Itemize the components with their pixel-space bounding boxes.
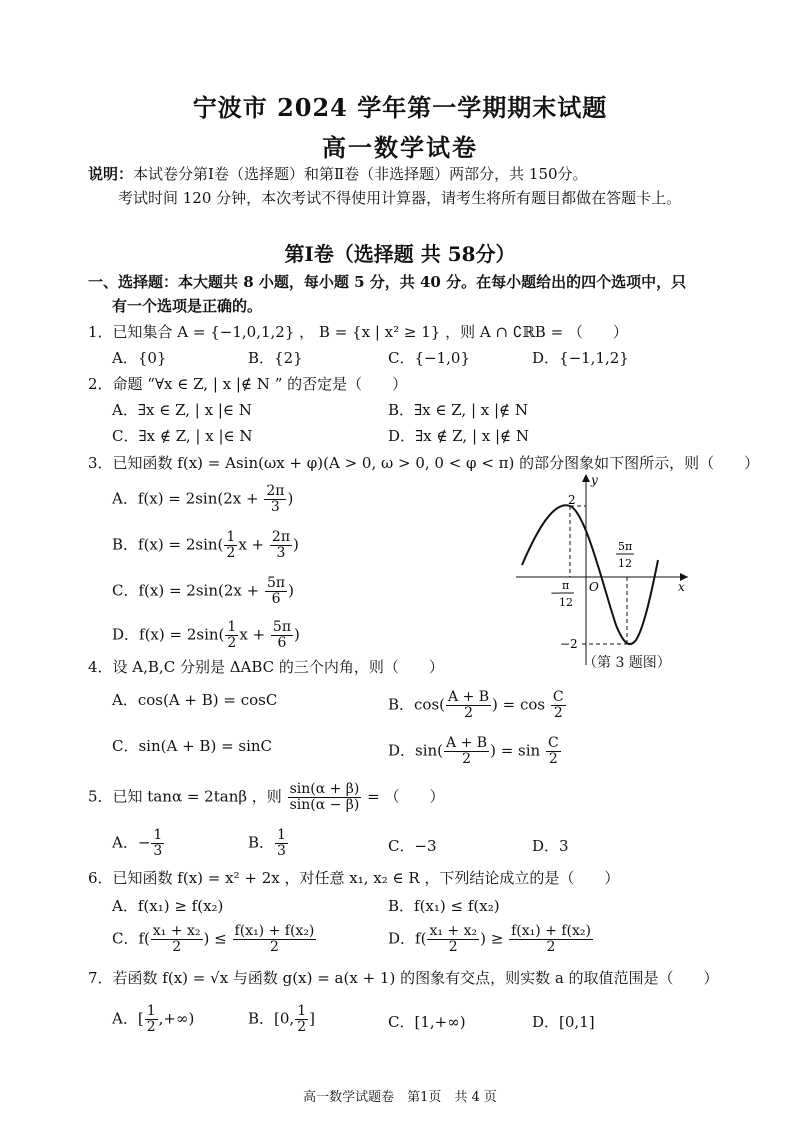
q4-b-num2: C <box>552 689 564 705</box>
q5-a-num: 1 <box>153 827 163 843</box>
q4-d-mid: ) = sin <box>490 741 541 760</box>
graph-x-right-num: 5π <box>618 540 633 553</box>
q5-stem-suffix: = （ ） <box>367 787 445 806</box>
graph-y-arrow <box>582 474 590 482</box>
graph-x-label: x <box>678 580 685 594</box>
q4-d-prefix: D．sin( <box>388 741 444 760</box>
q5-b-den: 3 <box>277 843 286 859</box>
q2-option-c: C．∃x ∉ Z, | x |∈ N <box>112 427 253 445</box>
q5-a-den: 3 <box>153 843 163 859</box>
q3-b-fraction-2 <box>270 530 292 561</box>
q3-a-num: 2π <box>266 483 285 499</box>
q5-b-prefix: B． <box>248 833 275 852</box>
q3-option-c <box>112 576 294 607</box>
q7-option-a <box>112 1004 194 1035</box>
graph-y-max-label: 2 <box>568 493 576 507</box>
q3-d-prefix: D．f(x) = 2sin( <box>112 625 225 644</box>
q3-a-den: 3 <box>270 499 280 515</box>
q4-b-mid: ) = cos <box>492 695 546 714</box>
q4-b-den: 2 <box>464 705 473 721</box>
q7-b-suffix: ] <box>309 1009 315 1028</box>
q2-option-b: B．∃x ∈ Z, | x |∉ N <box>388 401 529 419</box>
exam-title: 宁波市 2024 学年第一学期期末试题 <box>192 93 608 122</box>
q6-c-den: 2 <box>172 939 182 955</box>
q5-option-a <box>112 828 165 859</box>
q7-option-d: D．[0,1] <box>532 1013 595 1031</box>
q7-option-b <box>248 1004 315 1035</box>
q4-option-c: C．sin(A + B) = sinC <box>112 737 273 755</box>
q6-option-c <box>112 924 317 955</box>
q3-sine-graph <box>512 470 692 670</box>
q4-b-fraction-2 <box>551 690 566 721</box>
q3-c-den: 6 <box>271 591 281 607</box>
q4-d-fraction-1 <box>444 736 489 767</box>
q6-d-num2: f(x₁) + f(x₂) <box>511 923 591 939</box>
q1-option-b: B．{2} <box>248 349 303 367</box>
q3-option-a <box>112 484 293 515</box>
q4-option-a: A．cos(A + B) = cosC <box>112 691 278 709</box>
q1-option-a: A．{0} <box>112 349 167 367</box>
q3-d-num1: 1 <box>227 619 237 635</box>
q3-b-num2: 2π <box>271 529 291 545</box>
q7-a-num: 1 <box>146 1003 156 1019</box>
question-6-stem: 6．已知函数 f(x) = x² + 2x ，对任意 x₁, x₂ ∈ R ，下列结论成立的是（ ） <box>88 869 620 887</box>
instructions-line-2: 考试时间 120 分钟，本次考试不得使用计算器，请考生将所有题目都做在答题卡上。 <box>118 189 682 207</box>
q6-c-prefix: C．f( <box>112 929 150 948</box>
q6-c-fraction-1 <box>151 924 203 955</box>
instructions-line-1 <box>88 164 588 184</box>
q4-b-num: A + B <box>448 689 490 705</box>
q2-option-a: A．∃x ∈ Z, | x |∈ N <box>112 401 252 419</box>
question-3-stem: 3．已知函数 f(x) = Asin(ωx + φ)(A > 0, ω > 0, 0 < φ < π) 的部分图象如下图所示，则（ ） <box>88 454 760 472</box>
q3-d-den2: 6 <box>277 635 287 651</box>
graph-x-left-sign: − <box>550 586 561 600</box>
q5-frac-den: sin(α − β) <box>289 797 360 813</box>
q6-d-den: 2 <box>448 939 458 955</box>
q4-d-fraction-2 <box>546 736 561 767</box>
q1-option-d: D．{−1,1,2} <box>532 349 629 367</box>
q3-c-close: ) <box>288 581 294 600</box>
q3-b-fraction-1 <box>224 530 237 561</box>
q3-d-fraction-1 <box>225 620 238 651</box>
q6-d-prefix: D．f( <box>388 929 427 948</box>
q4-option-b <box>388 690 567 721</box>
q7-a-fraction <box>145 1004 158 1035</box>
q2-option-d: D．∃x ∉ Z, | x |∉ N <box>388 427 530 445</box>
q7-a-prefix: A．[ <box>112 1009 144 1028</box>
part-heading-2: 有一个选项是正确的。 <box>112 297 263 315</box>
q3-c-num: 5π <box>266 575 286 591</box>
q6-d-num: x₁ + x₂ <box>429 923 478 939</box>
question-1-stem: 1．已知集合 A = {−1,0,1,2} ， B = {x | x² ≥ 1} ，则 A ∩ ∁ℝB = （ ） <box>88 323 628 341</box>
q5-frac-num: sin(α + β) <box>289 781 360 797</box>
q3-option-d <box>112 620 300 651</box>
q7-a-suffix: ,+∞) <box>158 1009 195 1028</box>
q6-c-mid: ) ≤ <box>203 929 227 948</box>
q3-b-den2: 3 <box>276 545 286 561</box>
q6-c-num: x₁ + x₂ <box>152 923 201 939</box>
graph-y-label: y <box>591 473 598 487</box>
q3-d-close: ) <box>294 625 300 644</box>
q3-option-b <box>112 530 299 561</box>
graph-x-right-den: 12 <box>618 557 632 570</box>
q3-d-den1: 2 <box>227 635 237 651</box>
q6-d-fraction-2 <box>509 924 593 955</box>
q5-option-d: D．3 <box>532 837 569 855</box>
q4-d-den2: 2 <box>548 751 558 767</box>
q3-a-prefix: A．f(x) = 2sin(2x + <box>112 489 259 508</box>
graph-y-min-label: −2 <box>560 637 578 651</box>
q5-option-c: C．−3 <box>388 837 437 855</box>
q1-option-c: C．{−1,0} <box>388 349 470 367</box>
q6-d-fraction-1 <box>427 924 479 955</box>
question-7-stem: 7．若函数 f(x) = √x 与函数 g(x) = a(x + 1) 的图象有交点，则实数 a 的取值范围是（ ） <box>88 969 719 987</box>
q6-d-den2: 2 <box>546 939 556 955</box>
q3-a-fraction <box>264 484 286 515</box>
q3-b-prefix: B．f(x) = 2sin( <box>112 535 224 554</box>
q3-b-den1: 2 <box>226 545 236 561</box>
page-footer: 高一数学试题卷 第1页 共 4 页 <box>303 1090 497 1105</box>
graph-x-left-den: 12 <box>559 596 573 609</box>
q3-d-fraction-2 <box>271 620 293 651</box>
q6-option-d <box>388 924 594 955</box>
q7-a-den: 2 <box>146 1019 156 1035</box>
q4-b-prefix: B．cos( <box>388 695 446 714</box>
q3-a-close: ) <box>287 489 294 508</box>
q4-d-num2: C <box>547 735 559 751</box>
q6-c-fraction-2 <box>233 924 317 955</box>
q6-option-a: A．f(x₁) ≥ f(x₂) <box>112 897 224 915</box>
q4-d-num: A + B <box>446 735 488 751</box>
q3-d-mid: x + <box>239 625 266 644</box>
q5-stem-fraction <box>288 782 362 813</box>
q3-graph-caption: （第 3 题图） <box>583 655 671 671</box>
q7-b-num: 1 <box>297 1003 307 1019</box>
q6-c-den2: 2 <box>270 939 279 955</box>
section-title: 第Ⅰ卷（选择题 共 58分） <box>284 242 516 266</box>
q7-b-den: 2 <box>297 1019 307 1035</box>
question-2-stem: 2．命题 “∀x ∈ Z, | x |∉ N ” 的否定是（ ） <box>88 375 408 393</box>
instructions-text-1: 本试卷分第Ⅰ卷（选择题）和第Ⅱ卷（非选择题）两部分，共 150分。 <box>133 165 588 183</box>
instructions-label: 说明： <box>88 165 134 183</box>
q3-c-prefix: C．f(x) = 2sin(2x + <box>112 581 260 600</box>
q4-b-den2: 2 <box>553 705 563 721</box>
q7-option-c: C．[1,+∞) <box>388 1013 466 1031</box>
q5-a-prefix: A．− <box>112 833 151 852</box>
q5-option-b <box>248 828 289 859</box>
q5-b-fraction <box>275 828 288 859</box>
q7-b-prefix: B．[0, <box>248 1009 295 1028</box>
q3-b-close: ) <box>293 535 299 554</box>
q6-c-num2: f(x₁) + f(x₂) <box>234 923 315 939</box>
q4-d-den: 2 <box>462 751 472 767</box>
q5-stem-prefix: 5．已知 tanα = 2tanβ ，则 <box>88 787 282 806</box>
q4-b-fraction-1 <box>446 690 491 721</box>
question-4-stem: 4．设 A,B,C 分别是 ΔABC 的三个内角，则（ ） <box>88 658 444 676</box>
q3-b-mid: x + <box>238 535 265 554</box>
q5-b-num: 1 <box>277 827 286 843</box>
q3-d-num2: 5π <box>272 619 292 635</box>
q7-b-fraction <box>295 1004 308 1035</box>
q6-d-mid: ) ≥ <box>480 929 504 948</box>
q3-b-num1: 1 <box>226 529 236 545</box>
exam-subtitle: 高一数学试卷 <box>322 133 478 162</box>
q5-a-fraction <box>151 828 164 859</box>
q4-option-d <box>388 736 562 767</box>
question-5-stem <box>88 782 444 813</box>
q6-option-b: B．f(x₁) ≤ f(x₂) <box>388 897 500 915</box>
graph-x-left-num: π <box>562 579 570 592</box>
part-heading-1: 一、选择题：本大题共 8 小题，每小题 5 分，共 40 分。在每小题给出的四个选项中，只 <box>88 273 687 291</box>
q3-c-fraction <box>265 576 287 607</box>
graph-sine-curve <box>522 505 658 644</box>
graph-origin-label: O <box>589 580 599 594</box>
